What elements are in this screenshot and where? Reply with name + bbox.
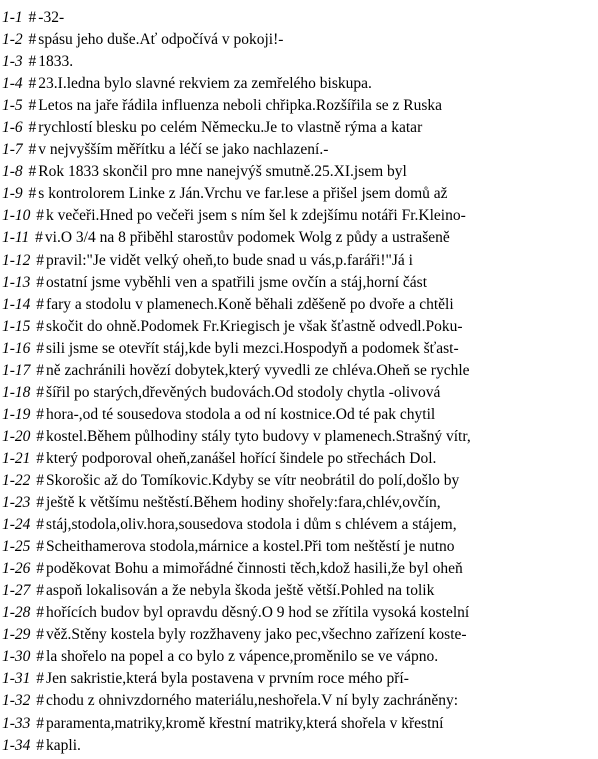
line-text: poděkovat Bohu a mimořádné činnosti těch,kdož hasili,že byl oheň [46,560,463,578]
line-separator: # [35,229,43,247]
line-number: 1-20 [2,427,31,445]
line-text: hořících budov byl opravdu děsný.O 9 hod se zřítila vysoká kostelní [46,604,470,622]
line-number: 1-24 [2,516,31,534]
line-text: stáj,stodola,oliv.hora,sousedova stodola i dům s chlévem a stájem, [46,516,457,534]
document-line [2,580,596,602]
line-text: šířil po starých,dřevěných budovách.Od stodoly chytla -olivová [46,383,441,401]
document-line [2,492,596,514]
document-line [2,514,596,536]
line-number: 1-4 [2,75,23,93]
line-text: 23.I.ledna bylo slavné rekviem za zemřelého biskupa. [38,75,372,93]
line-number: 1-19 [2,405,31,423]
line-text: kapli. [46,736,81,754]
document-line [2,183,596,205]
document-line [2,7,596,29]
line-separator: # [36,648,45,666]
line-text: který podporoval oheň,zanášel hořící šindele po střechách Dol. [46,449,437,467]
line-text: hora-,od té sousedova stodola a od ní kostnice.Od té pak chytil [46,405,436,423]
line-separator: # [28,31,37,49]
line-number: 1-32 [2,692,31,710]
line-number: 1-21 [2,449,31,467]
line-number: 1-12 [2,251,31,269]
document-line [2,29,596,51]
line-separator: # [28,163,37,181]
line-number: 1-5 [2,97,23,115]
line-number: 1-34 [2,736,31,754]
line-separator: # [36,405,45,423]
line-number: 1-9 [2,185,23,203]
line-separator: # [36,383,45,401]
line-separator: # [36,670,45,688]
line-number: 1-16 [2,339,31,357]
line-separator: # [36,626,45,644]
document-line [2,470,596,492]
line-text: pravil:"Je vidět velký oheň,to bude snad u vás,p.faráři!"Já i [46,251,413,269]
line-number: 1-25 [2,538,31,556]
document-line [2,404,596,426]
line-text: aspoň lokalisován a že nebyla škoda ještě větší.Pohled na tolik [46,582,435,600]
line-separator: # [36,427,45,445]
line-separator: # [36,471,45,489]
line-separator: # [36,449,45,467]
document-line [2,161,596,183]
document-line [2,139,596,161]
line-text: la shořelo na popel a co bylo z vápence,proměnilo se ve vápno. [46,648,439,666]
line-number: 1-28 [2,604,31,622]
line-separator: # [28,119,37,137]
document-line [2,536,596,558]
line-number: 1-6 [2,119,23,137]
line-separator: # [28,53,37,71]
line-text: paramenta,matriky,kromě křestní matriky,která shořela v křestní [46,714,444,732]
line-separator: # [36,494,45,512]
document-line [2,227,596,249]
line-text: ostatní jsme vyběhli ven a spatřili jsme ovčín a stáj,horní část [46,273,428,291]
document-line [2,51,596,73]
line-separator: # [36,736,45,754]
line-text: vi.O 3/4 na 8 přiběhl starostův podomek Wolg z půdy a ustrašeně [44,229,450,247]
line-number: 1-27 [2,582,31,600]
line-text: spásu jeho duše.Ať odpočívá v pokoji!- [38,31,284,49]
line-number: 1-30 [2,648,31,666]
line-text: Letos na jaře řádila influenza neboli chřipka.Rozšířila se z Ruska [38,97,443,115]
line-text: Skorošic až do Tomíkovic.Kdyby se vítr neobrátil do polí,došlo by [46,471,460,489]
line-number: 1-8 [2,163,23,181]
document-line [2,382,596,404]
line-number: 1-23 [2,494,31,512]
line-number: 1-29 [2,626,31,644]
document-line [2,294,596,316]
line-text: chodu z ohnivzdorného materiálu,neshořela.V ní byly zachráněny: [46,692,459,710]
line-separator: # [36,317,45,335]
line-text: Scheithamerova stodola,márnice a kostel.Při tom neštěstí je nutno [46,538,455,556]
document-line [2,448,596,470]
line-number: 1-31 [2,670,31,688]
line-separator: # [28,9,37,26]
document-line [2,360,596,382]
line-number: 1-13 [2,273,31,291]
document-line [2,602,596,624]
document-line [2,73,596,95]
document-line [2,95,596,117]
line-separator: # [36,582,45,600]
line-text: fary a stodolu v plamenech.Koně běhali zděšeně po dvoře a chtěli [46,295,454,313]
document-line [2,558,596,580]
document-line [2,646,596,668]
line-number: 1-33 [2,714,31,732]
line-separator: # [28,185,37,203]
line-separator: # [28,141,37,159]
line-number: 1-14 [2,295,31,313]
line-separator: # [36,361,45,379]
line-text: -32- [38,9,65,26]
document-line [2,426,596,448]
line-text: ještě k většímu neštěstí.Během hodiny shořely:fara,chlév,ovčín, [46,494,441,512]
line-text: kostel.Během půlhodiny stály tyto budovy v plamenech.Strašný vítr, [46,427,471,445]
line-text: k večeři.Hned po večeři jsem s ním šel k zdejšímu notáři Fr.Kleino- [46,207,466,225]
line-number: 1-17 [2,361,31,379]
line-number: 1-7 [2,141,23,159]
line-number: 1-26 [2,560,31,578]
line-number: 1-11 [2,229,30,247]
line-separator: # [36,339,45,357]
line-number: 1-1 [2,9,23,26]
line-separator: # [36,251,45,269]
document-line [2,713,596,735]
document-line [2,205,596,227]
transcription-document [2,7,596,757]
line-separator: # [36,273,45,291]
line-separator: # [36,295,45,313]
line-text: Rok 1833 skončil pro mne nanejvýš smutně.25.XI.jsem byl [38,163,407,181]
line-separator: # [36,692,45,710]
line-number: 1-15 [2,317,31,335]
line-separator: # [28,97,37,115]
line-separator: # [36,538,45,556]
line-text: ně zachránili hovězí dobytek,který vyvedli ze chléva.Oheň se rychle [46,361,470,379]
document-line [2,316,596,338]
line-text: rychlostí blesku po celém Německu.Je to vlastně rýma a katar [38,119,423,137]
line-separator: # [28,75,37,93]
document-line [2,250,596,272]
line-number: 1-3 [2,53,23,71]
line-text: 1833. [38,53,74,71]
document-line [2,735,596,757]
document-line [2,690,596,712]
line-separator: # [36,560,45,578]
line-number: 1-18 [2,383,31,401]
document-line [2,272,596,294]
document-line [2,624,596,646]
document-line [2,117,596,139]
line-text: skočit do ohně.Podomek Fr.Kriegisch je však šťastně odvedl.Poku- [46,317,463,335]
line-number: 1-22 [2,471,31,489]
line-separator: # [36,604,45,622]
line-text: v nejvyšším měřítku a léčí se jako nachlazení.- [38,141,329,159]
line-number: 1-2 [2,31,23,49]
document-line [2,668,596,690]
line-separator: # [36,714,45,732]
line-text: sili jsme se otevřít stáj,kde byli mezci.Hospodyň a podomek šťast- [46,339,459,357]
line-separator: # [36,207,45,225]
line-separator: # [36,516,45,534]
document-line [2,338,596,360]
line-text: Jen sakristie,která byla postavena v prvním roce mého pří- [46,670,409,688]
line-text: věž.Stěny kostela byly rozžhaveny jako pec,všechno zařízení koste- [46,626,467,644]
line-text: s kontrolorem Linke z Ján.Vrchu ve far.lese a přišel jsem domů až [38,185,448,203]
line-number: 1-10 [2,207,31,225]
